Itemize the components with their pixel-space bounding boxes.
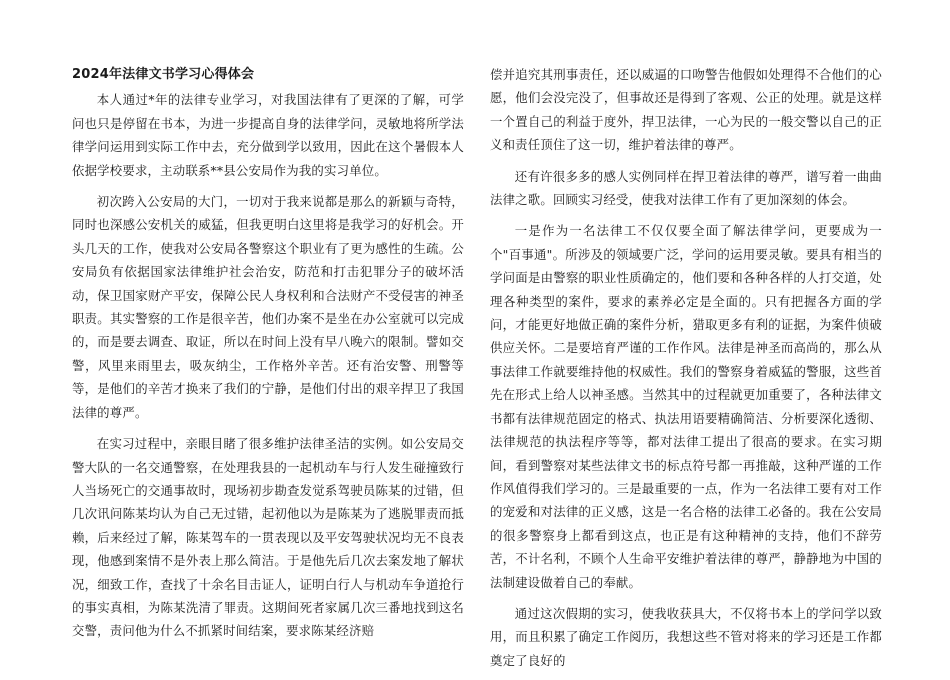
left-column <box>72 63 464 651</box>
paragraph: 还有许很多多的感人实例同样在捍卫着法律的尊严，谱写着一曲曲法律之歌。回顾实习经受，使我对法律工作有了更加深刻的体会。 <box>490 168 882 208</box>
paragraph: 初次跨入公安局的大门，一切对于我来说都是那么的新颖与奇特，同时也深感公安机关的威猛，但我更明白这里将是我学习的好机会。开头几天的工作，使我对公安局各警察这个职业有了更为感性的生疏。公安局负有依据国家法律维护社会治安，防范和打击犯罪分子的破坏活动，保卫国家财产平安，保障公民人身权利和合法财产不受侵害的神圣职责。其实警察的工作是很辛苦，他们办案不是坐在办公室就可以完成的，而是要去调查、取证，所以在时间上没有早八晚六的限制。譬如交警，风里来雨里去，吸灰纳尘，工作格外辛苦。还有治安警、刑警等等，是他们的辛苦才换来了我们的宁静，是他们付出的艰辛捍卫了我国法律的尊严。 <box>72 194 464 420</box>
paragraph: 通过这次假期的实习，使我收获具大，不仅将书本上的学问学以致用，而且积累了确定工作阅历，我想这些不管对将来的学习还是工作都奠定了良好的 <box>490 605 882 668</box>
paragraph: 一是作为一名法律工不仅仅要全面了解法律学问，更要成为一个"百事通"。所涉及的领域要广泛，学问的运用要灵敏。要具有相当的学问面是由警察的职业性质确定的，他们要和各种各样的人打交道，处理各种类型的案件，要求的素养必定是全面的。只有把握各方面的学问，才能更好地做正确的案件分析，猎取更多有利的证据，为案件侦破供应关怀。二是要培育严谨的工作作风。法律是神圣而高尚的，那么从事法律工作就要维持他的权威性。我们的警察身着威猛的警服，这些首先在形式上给人以神圣感。当然其中的过程就更加重要了，各种法律文书都有法律规范固定的格式、执法用语要精确简洁、分析要深化透彻、法律规范的执法程序等等，都对法律工提出了很高的要求。在实习期间，看到警察对某些法律文书的标点符号都一再推敲，这种严谨的工作作风值得我们学习的。三是最重要的一点，作为一名法律工要有对工作的宠爱和对法律的正义感，这是一名合格的法律工必备的。我在公安局的很多警察身上都看到这点，也正是有这种精神的支持，他们不辞劳苦，不计名利，不顾个人生命平安维护着法律的尊严，静静地为中国的法制建设做着自己的奉献。 <box>490 223 882 590</box>
paragraph: 本人通过*年的法律专业学习，对我国法律有了更深的了解，可学问也只是停留在书本，为进一步提高自身的法律学问，灵敏地将所学法律学问运用到实际工作中去，充分做到学以致用，因此在这个暑假本人依据学校要求，主动联系**县公安局作为我的实习单位。 <box>72 92 464 178</box>
paragraph: 在实习过程中，亲眼目睹了很多维护法律圣洁的实例。如公安局交警大队的一名交通警察，在处理我县的一起机动车与行人发生碰撞致行人当场死亡的交通事故时，现场初步勘查发觉系驾驶员陈某的过错，但几次讯问陈某均认为自己无过错，起初他以为是陈某为了逃脱罪责而抵赖，后来经过了解，陈某驾车的一贯表现以及平安驾驶状况均无不良表现，他感到案情不是外表上那么简洁。于是他先后几次去案发地了解状况，细致工作，查找了十余名目击证人，证明白行人与机动车争道抢行的事实真相，为陈某洗清了罪责。这期间死者家属几次三番地找到这名交警，责问他为什么不抓紧时间结案，要求陈某经济赔 <box>72 436 464 639</box>
document-title: 2024年法律文书学习心得体会 <box>72 67 255 82</box>
paragraph-continued: 偿并追究其刑事责任，还以威逼的口吻警告他假如处理得不合他们的心愿，他们会没完没了，但事故还是得到了客观、公正的处理。就是这样一个置自己的利益于度外，捍卫法律，一心为民的一般交警以自己的正义和责任顶住了这一切，维护着法律的尊严。 <box>490 67 882 153</box>
right-column <box>490 63 882 680</box>
